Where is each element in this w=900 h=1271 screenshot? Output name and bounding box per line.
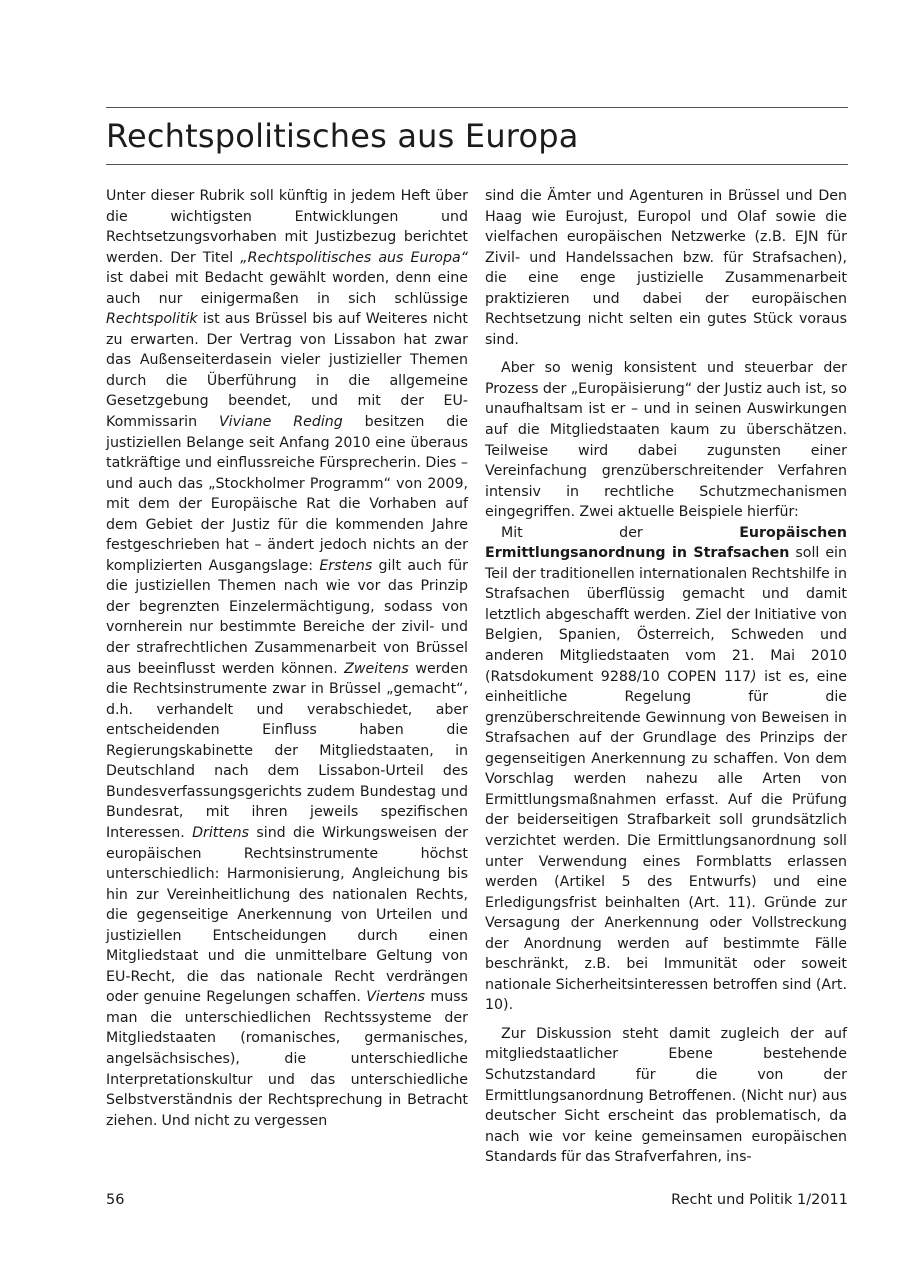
journal-issue: Recht und Politik 1/2011	[671, 1192, 848, 1208]
page-title: Rechtspolitisches aus Europa	[106, 117, 579, 155]
right-column	[485, 186, 847, 1168]
left-paragraph-1: Unter dieser Rubrik soll künftig in jedem Heft über die wichtigsten Entwicklungen und Rechtsetzungsvorhaben mit Justizbezug berichtet werden. Der Titel „Rechtspolitisches aus Europa“ ist dabei mit Bedacht gewählt worden, denn eine auch nur einigermaßen in sich schlüssige Rechtspolitik ist aus Brüssel bis auf Weiteres nicht zu erwarten. Der Vertrag von Lissabon hat zwar das Außenseiterdasein vieler justizieller Themen durch die Überführung in die allgemeine Gesetzgebung beendet, und mit der EU-Kommissarin Viviane Reding besitzen die justiziellen Belange seit Anfang 2010 eine überaus tatkräftige und einflussreiche Fürsprecherin. Dies – und auch das „Stockholmer Programm“ von 2009, mit dem der Europäische Rat die Vorhaben auf dem Gebiet der Justiz für die kommenden Jahre festgeschrieben hat – ändert jedoch nichts an der komplizierten Ausgangslage: Erstens gilt auch für die justiziellen Themen nach wie vor das Prinzip der begrenzten Einzelermächtigung, sodass von vornherein nur bestimmte Bereiche der zivil- und der strafrechtlichen Zusammenarbeit von Brüssel aus beeinflusst werden können. Zweitens werden die Rechtsinstrumente zwar in Brüssel „gemacht“, d.h. verhandelt und verabschiedet, aber entscheidenden Einfluss haben die Regierungskabinette der Mitgliedstaaten, in Deutschland nach dem Lissabon-Urteil des Bundesverfassungsgerichts zudem Bundestag und Bundesrat, mit ihren jeweils spezifischen Interessen. Drittens sind die Wirkungsweisen der europäischen Rechtsinstrumente höchst unterschiedlich: Harmonisierung, Angleichung bis hin zur Vereinheitlichung des nationalen Rechts, die gegenseitige Anerkennung von Urteilen und justiziellen Entscheidungen durch einen Mitgliedstaat und die unmittelbare Geltung von EU-Recht, die das nationale Recht verdrängen oder genuine Regelungen schaffen. Viertens muss man die unterschiedlichen Rechtssysteme der Mitgliedstaaten (romanisches, germanisches, angelsächsisches), die unterschiedliche Interpretationskultur und das unterschiedliche Selbstverständnis der Rechtsprechung in Betracht ziehen. Und nicht zu vergessen	[106, 188, 469, 1129]
page-number: 56	[106, 1192, 125, 1208]
left-column	[106, 186, 468, 1131]
right-paragraph-2: Aber so wenig konsistent und steuerbar der Prozess der „Europäisierung“ der Justiz auch ist, so unaufhaltsam ist er – und in seinen Auswirkungen auf die Mitgliedstaaten kaum zu überschätzen. Teilweise wird dabei zugunsten einer Vereinfachung grenzüberschreitender Verfahren intensiv in rechtliche Schutzmechanismen eingegriffen. Zwei aktuelle Beispiele hierfür:	[485, 360, 847, 521]
right-paragraph-4: Zur Diskussion steht damit zugleich der auf mitgliedstaatlicher Ebene bestehende Schutzstandard für die von der Ermittlungsanordnung Betroffenen. (Nicht nur) aus deutscher Sicht erscheint das problematisch, da nach wie vor keine gemeinsamen europäischen Standards für das Strafverfahren, ins-	[485, 1025, 847, 1166]
right-paragraph-1: sind die Ämter und Agenturen in Brüssel und Den Haag wie Eurojust, Europol und Olaf sowie die vielfachen europäischen Netzwerke (z.B. EJN für Zivil- und Handelssachen bzw. für Strafsachen), die eine enge justizielle Zusammenarbeit praktizieren und dabei der europäischen Rechtsetzung nicht selten ein gutes Stück voraus sind.	[485, 188, 847, 348]
title-underline-rule	[106, 164, 848, 165]
header-top-rule	[106, 107, 848, 108]
right-paragraph-3: Mit der Europäischen Ermittlungsanordnung in Strafsachen soll ein Teil der traditionellen internationalen Rechtshilfe in Strafsachen überflüssig gemacht und damit letztlich abgeschafft werden. Ziel der Initiative von Belgien, Spanien, Österreich, Schweden und anderen Mitgliedstaaten vom 21. Mai 2010 (Ratsdokument 9288/10 COPEN 117) ist es, eine einheitliche Regelung für die grenzüberschreitende Gewinnung von Beweisen in Strafsachen auf der Grundlage des Prinzips der gegenseitigen Anerkennung zu schaffen. Von dem Vorschlag werden nahezu alle Arten von Ermittlungsmaßnahmen erfasst. Auf die Prüfung der beiderseitigen Strafbarkeit soll grundsätzlich verzichtet werden. Die Ermittlungsanordnung soll unter Verwendung eines Formblatts erlassen werden (Artikel 5 des Entwurfs) und eine Erledigungsfrist beinhalten (Art. 11). Gründe zur Versagung der Anerkennung oder Vollstreckung der Anordnung werden auf bestimmte Fälle beschränkt, z.B. bei Immunität oder soweit nationale Sicherheitsinteressen betroffen sind (Art. 10).	[485, 524, 847, 1014]
